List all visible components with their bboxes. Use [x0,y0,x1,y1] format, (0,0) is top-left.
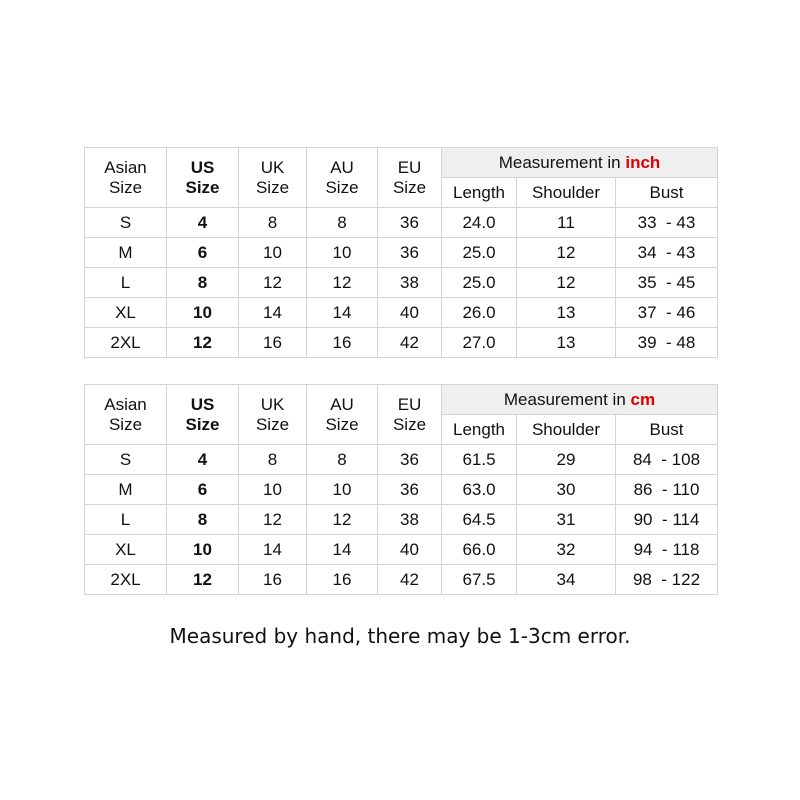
cell-length: 61.5 [442,445,517,475]
cell-shoulder: 13 [517,328,616,358]
header-asian-size: Asian Size [85,385,167,445]
cell-length: 24.0 [442,208,517,238]
cell-us-size: 12 [167,328,239,358]
cell-eu-size: 38 [378,505,442,535]
header-eu-size: EU Size [378,385,442,445]
header-uk-size: UK Size [239,385,307,445]
cell-us-size: 12 [167,565,239,595]
cell-asian-size: S [85,445,167,475]
table-row [85,208,718,238]
header-uk-size: UK Size [239,148,307,208]
header-au-size: AU Size [307,148,378,208]
header-bust: Bust [616,178,718,208]
header-us-size: US Size [167,385,239,445]
cell-us-size: 8 [167,505,239,535]
cell-asian-size: XL [85,535,167,565]
cell-us-size: 8 [167,268,239,298]
table-row [85,535,718,565]
table-row [85,565,718,595]
cell-au-size: 10 [307,475,378,505]
cell-asian-size: XL [85,298,167,328]
cell-length: 66.0 [442,535,517,565]
header-asian-size: Asian Size [85,148,167,208]
unit-label: cm [630,389,656,409]
header-measurement: Measurement in cm [442,385,718,415]
cell-asian-size: L [85,268,167,298]
table-row [85,298,718,328]
cell-us-size: 10 [167,298,239,328]
cell-eu-size: 36 [378,208,442,238]
unit-label: inch [625,152,661,172]
cell-us-size: 4 [167,445,239,475]
header-measurement: Measurement in inch [442,148,718,178]
cell-shoulder: 31 [517,505,616,535]
cell-uk-size: 8 [239,208,307,238]
header-shoulder: Shoulder [517,178,616,208]
cell-eu-size: 42 [378,565,442,595]
cell-asian-size: M [85,475,167,505]
cell-uk-size: 16 [239,328,307,358]
header-au-size: AU Size [307,385,378,445]
cell-uk-size: 8 [239,445,307,475]
cell-eu-size: 40 [378,298,442,328]
cell-uk-size: 16 [239,565,307,595]
cell-us-size: 6 [167,238,239,268]
cell-us-size: 4 [167,208,239,238]
cell-length: 27.0 [442,328,517,358]
cell-bust: 94 - 118 [616,535,718,565]
header-eu-size: EU Size [378,148,442,208]
cell-bust: 35 - 45 [616,268,718,298]
cell-uk-size: 10 [239,238,307,268]
cell-uk-size: 10 [239,475,307,505]
cell-shoulder: 12 [517,238,616,268]
table-row [85,505,718,535]
cell-eu-size: 40 [378,535,442,565]
cell-eu-size: 38 [378,268,442,298]
header-us-size: US Size [167,148,239,208]
cell-shoulder: 11 [517,208,616,238]
cell-au-size: 12 [307,505,378,535]
cell-asian-size: 2XL [85,565,167,595]
table-row [85,238,718,268]
cell-length: 25.0 [442,268,517,298]
cell-asian-size: L [85,505,167,535]
cell-us-size: 6 [167,475,239,505]
cell-eu-size: 36 [378,445,442,475]
cell-bust: 86 - 110 [616,475,718,505]
cell-eu-size: 42 [378,328,442,358]
header-length: Length [442,178,517,208]
cell-shoulder: 29 [517,445,616,475]
cell-shoulder: 30 [517,475,616,505]
cell-uk-size: 14 [239,535,307,565]
cell-au-size: 10 [307,238,378,268]
cell-shoulder: 34 [517,565,616,595]
cell-asian-size: M [85,238,167,268]
table-row [85,328,718,358]
cell-au-size: 8 [307,445,378,475]
cell-uk-size: 14 [239,298,307,328]
cell-asian-size: 2XL [85,328,167,358]
header-bust: Bust [616,415,718,445]
cell-length: 63.0 [442,475,517,505]
cell-au-size: 8 [307,208,378,238]
cell-bust: 98 - 122 [616,565,718,595]
cell-uk-size: 12 [239,505,307,535]
cell-shoulder: 32 [517,535,616,565]
size-table-inch [84,147,718,358]
cell-uk-size: 12 [239,268,307,298]
cell-au-size: 14 [307,535,378,565]
cell-au-size: 12 [307,268,378,298]
cell-bust: 84 - 108 [616,445,718,475]
table-row [85,268,718,298]
cell-eu-size: 36 [378,475,442,505]
cell-bust: 33 - 43 [616,208,718,238]
cell-shoulder: 12 [517,268,616,298]
cell-bust: 39 - 48 [616,328,718,358]
cell-au-size: 14 [307,298,378,328]
table-row [85,445,718,475]
cell-length: 26.0 [442,298,517,328]
cell-bust: 90 - 114 [616,505,718,535]
cell-bust: 37 - 46 [616,298,718,328]
cell-asian-size: S [85,208,167,238]
cell-shoulder: 13 [517,298,616,328]
cell-length: 64.5 [442,505,517,535]
cell-us-size: 10 [167,535,239,565]
cell-bust: 34 - 43 [616,238,718,268]
header-shoulder: Shoulder [517,415,616,445]
size-table-cm [84,384,718,595]
cell-length: 25.0 [442,238,517,268]
measurement-note: Measured by hand, there may be 1-3cm error. [169,624,631,648]
header-length: Length [442,415,517,445]
cell-au-size: 16 [307,328,378,358]
cell-eu-size: 36 [378,238,442,268]
table-row [85,475,718,505]
cell-length: 67.5 [442,565,517,595]
cell-au-size: 16 [307,565,378,595]
